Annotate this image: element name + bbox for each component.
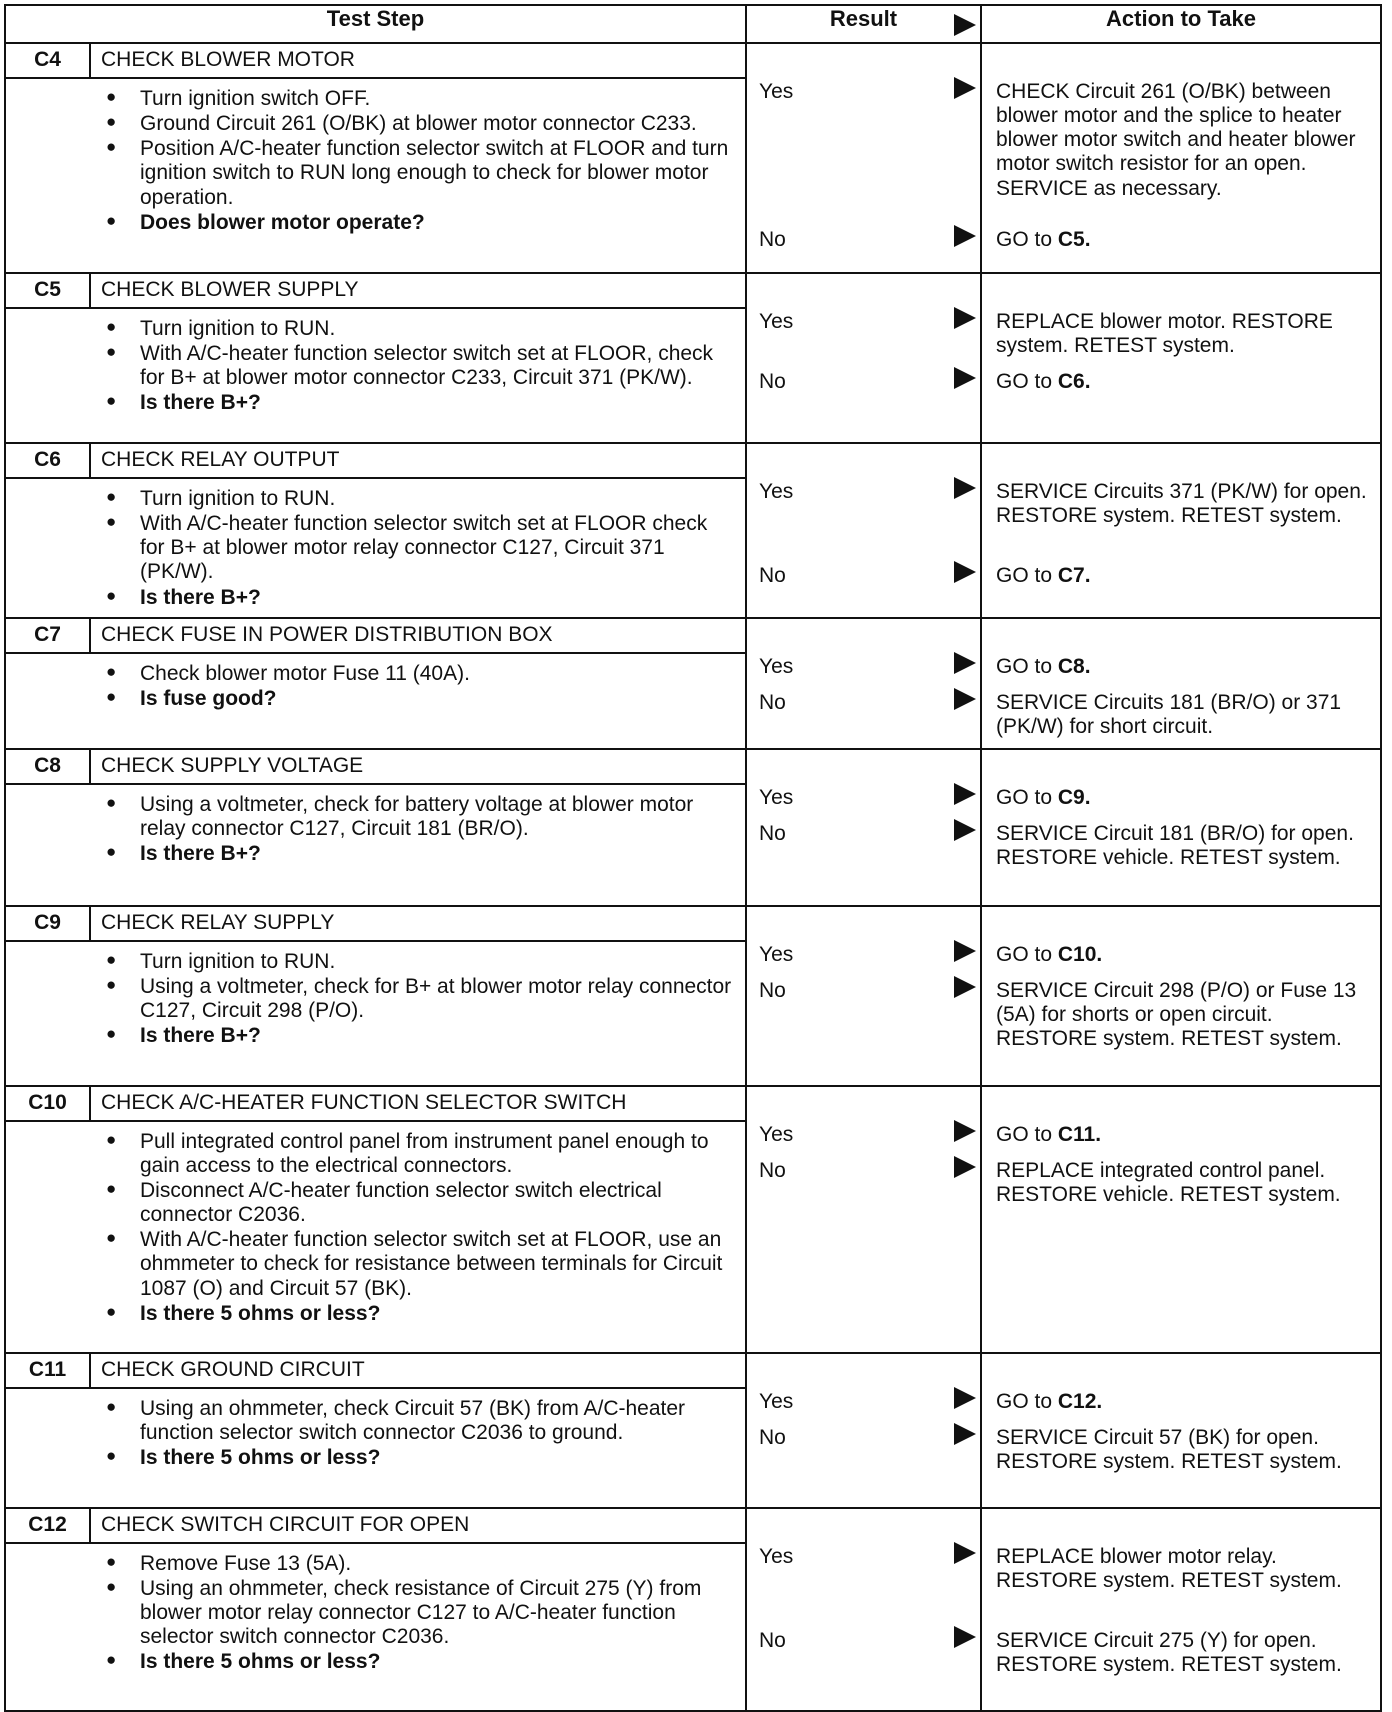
test-step-cell — [5, 1353, 746, 1508]
action-text — [996, 564, 1374, 588]
action-text — [996, 1426, 1374, 1474]
action-instruction: SERVICE Circuits 181 (BR/O) or 371 (PK/W) for short circuit. — [996, 690, 1342, 738]
step-instructions — [6, 479, 745, 617]
step-header — [6, 1509, 745, 1544]
step-instructions — [6, 942, 745, 1056]
action-text — [996, 1159, 1374, 1207]
step-instruction: ● Turn ignition to RUN. — [6, 950, 735, 974]
header-result-label: Result — [829, 6, 898, 31]
action-text — [996, 979, 1374, 1051]
arrow-right-icon — [954, 77, 976, 99]
arrow-right-icon — [954, 1626, 976, 1648]
arrow-right-icon — [954, 307, 976, 329]
action-text — [996, 786, 1374, 810]
step-id: C4 — [6, 44, 91, 77]
step-id: C10 — [6, 1087, 91, 1120]
step-question: ● Does blower motor operate? — [6, 211, 735, 235]
arrow-right-icon — [954, 477, 976, 499]
step-instruction: ● With A/C-heater function selector switch set at FLOOR, use an ohmmeter to check for resistance between terminals for Circuit 1087 (O) and Circuit 57 (BK). — [6, 1228, 735, 1300]
result-yes: Yes — [759, 480, 794, 503]
action-instruction: GO to — [996, 564, 1058, 587]
action-instruction: GO to — [996, 370, 1058, 393]
step-instruction: ● Disconnect A/C-heater function selector switch electrical connector C2036. — [6, 1179, 735, 1227]
action-cell — [981, 1508, 1381, 1711]
step-id: C6 — [6, 444, 91, 477]
test-step-cell — [5, 749, 746, 906]
action-text — [996, 822, 1374, 870]
action-instruction: SERVICE Circuit 57 (BK) for open. RESTORE system. RETEST system. — [996, 1425, 1342, 1473]
step-question: ● Is there 5 ohms or less? — [6, 1302, 735, 1326]
result-no: No — [759, 1158, 786, 1182]
result-no: No — [759, 1425, 786, 1449]
table-row — [5, 618, 1381, 749]
action-cell — [981, 43, 1381, 273]
action-text — [996, 480, 1374, 528]
step-instructions — [6, 1389, 745, 1477]
step-instruction: ● Using an ohmmeter, check resistance of Circuit 275 (Y) from blower motor relay connector C127 to A/C-heater function selector switch connector C2036. — [6, 1577, 735, 1649]
header-test-step: Test Step — [5, 5, 746, 43]
step-question: ● Is there 5 ohms or less? — [6, 1650, 735, 1674]
result-cell — [746, 618, 981, 749]
step-header — [6, 619, 745, 654]
test-step-cell — [5, 906, 746, 1086]
step-question: ● Is fuse good? — [6, 687, 735, 711]
action-step-ref: C6. — [1057, 370, 1091, 393]
table-row — [5, 1086, 1381, 1353]
step-instruction: ● Using an ohmmeter, check Circuit 57 (BK) from A/C-heater function selector switch connector C2036 to ground. — [6, 1397, 735, 1445]
result-cell — [746, 906, 981, 1086]
result-no: No — [759, 564, 786, 587]
action-text — [996, 310, 1374, 358]
arrow-right-icon — [954, 1542, 976, 1564]
action-text — [996, 1629, 1374, 1677]
action-instruction: GO to — [996, 785, 1058, 809]
action-instruction: CHECK Circuit 261 (O/BK) between blower motor and the splice to heater blower motor switch and heater blower motor switch resistor for an open. SERVICE as necessary. — [996, 80, 1356, 200]
action-step-ref: C12. — [1057, 1389, 1103, 1413]
action-instruction: GO to — [996, 1122, 1058, 1146]
step-question: ● Is there B+? — [6, 586, 735, 610]
action-cell — [981, 906, 1381, 1086]
result-no: No — [759, 228, 786, 251]
table-row — [5, 1353, 1381, 1508]
action-instruction: GO to — [996, 942, 1058, 966]
test-step-cell — [5, 618, 746, 749]
arrow-right-icon — [954, 783, 976, 805]
step-title: CHECK SWITCH CIRCUIT FOR OPEN — [101, 1513, 470, 1537]
action-instruction: SERVICE Circuit 181 (BR/O) for open. RESTORE vehicle. RETEST system. — [996, 821, 1354, 869]
test-step-cell — [5, 43, 746, 273]
action-step-ref: C10. — [1057, 942, 1103, 966]
action-instruction: REPLACE integrated control panel. RESTORE vehicle. RETEST system. — [996, 1158, 1341, 1206]
table-row — [5, 443, 1381, 618]
step-instruction: ● Using a voltmeter, check for battery voltage at blower motor relay connector C127, Circuit 181 (BR/O). — [6, 793, 735, 841]
result-yes: Yes — [759, 1389, 794, 1413]
arrow-right-icon — [954, 1387, 976, 1409]
table-row — [5, 43, 1381, 273]
step-instructions — [6, 79, 745, 242]
step-title: CHECK RELAY SUPPLY — [101, 911, 335, 935]
arrow-right-icon — [954, 940, 976, 962]
step-id: C9 — [6, 907, 91, 940]
step-title: CHECK FUSE IN POWER DISTRIBUTION BOX — [101, 623, 553, 647]
step-question: ● Is there B+? — [6, 1024, 735, 1048]
diagnostic-table — [4, 4, 1382, 1712]
action-step-ref: C8. — [1057, 654, 1091, 678]
step-id: C7 — [6, 619, 91, 652]
arrow-right-icon — [954, 367, 976, 389]
step-id: C8 — [6, 750, 91, 783]
step-title: CHECK RELAY OUTPUT — [101, 448, 340, 472]
arrow-right-icon — [954, 819, 976, 841]
step-header — [6, 274, 745, 309]
step-header — [6, 1087, 745, 1122]
result-cell — [746, 1353, 981, 1508]
table-row — [5, 1508, 1381, 1711]
action-text — [996, 228, 1374, 252]
result-no: No — [759, 690, 786, 714]
arrow-right-icon — [954, 1156, 976, 1178]
arrow-right-icon — [954, 225, 976, 247]
result-no: No — [759, 978, 786, 1002]
action-text — [996, 370, 1374, 394]
result-yes: Yes — [759, 785, 794, 809]
action-cell — [981, 618, 1381, 749]
step-instruction: ● With A/C-heater function selector switch set at FLOOR check for B+ at blower motor relay connector C127, Circuit 371 (PK/W). — [6, 512, 735, 584]
step-instruction: ● Turn ignition to RUN. — [6, 487, 735, 511]
step-instructions — [6, 1122, 745, 1333]
action-instruction: GO to — [996, 1389, 1058, 1413]
result-yes: Yes — [759, 1122, 794, 1146]
action-step-ref: C9. — [1057, 785, 1091, 809]
action-instruction: SERVICE Circuit 275 (Y) for open. RESTORE system. RETEST system. — [996, 1628, 1342, 1676]
step-title: CHECK A/C-HEATER FUNCTION SELECTOR SWITCH — [101, 1091, 627, 1115]
step-title: CHECK BLOWER MOTOR — [101, 48, 355, 72]
step-header — [6, 1354, 745, 1389]
test-step-cell — [5, 1508, 746, 1711]
header-result — [746, 5, 981, 43]
action-instruction: GO to — [996, 228, 1058, 251]
action-cell — [981, 1353, 1381, 1508]
arrow-right-icon — [954, 688, 976, 710]
action-text — [996, 1390, 1374, 1414]
action-instruction: REPLACE blower motor. RESTORE system. RETEST system. — [996, 310, 1333, 358]
table-row — [5, 906, 1381, 1086]
step-id: C12 — [6, 1509, 91, 1542]
action-instruction: REPLACE blower motor relay. RESTORE system. RETEST system. — [996, 1544, 1342, 1592]
result-no: No — [759, 370, 786, 393]
arrow-right-icon — [954, 14, 976, 36]
action-step-ref: C5. — [1057, 228, 1091, 251]
table-body — [5, 43, 1381, 1711]
action-step-ref: C7. — [1057, 564, 1091, 587]
step-id: C5 — [6, 274, 91, 307]
arrow-right-icon — [954, 1120, 976, 1142]
result-yes: Yes — [759, 1544, 794, 1568]
step-title: CHECK GROUND CIRCUIT — [101, 1358, 365, 1382]
action-instruction: SERVICE Circuit 298 (P/O) or Fuse 13 (5A) for shorts or open circuit. RESTORE system. RETEST system. — [996, 978, 1357, 1050]
step-header — [6, 750, 745, 785]
step-header — [6, 44, 745, 79]
action-text — [996, 691, 1374, 739]
step-instruction: ● Ground Circuit 261 (O/BK) at blower motor connector C233. — [6, 112, 735, 136]
action-text — [996, 1123, 1374, 1147]
step-instruction: ● Turn ignition to RUN. — [6, 317, 735, 341]
action-text — [996, 1545, 1374, 1593]
step-instruction: ● Remove Fuse 13 (5A). — [6, 1552, 735, 1576]
header-action: Action to Take — [981, 5, 1381, 43]
result-cell — [746, 43, 981, 273]
step-header — [6, 444, 745, 479]
step-instruction: ● Position A/C-heater function selector switch at FLOOR and turn ignition switch to RUN long enough to check for blower motor operation. — [6, 137, 735, 209]
test-step-cell — [5, 273, 746, 443]
action-cell — [981, 749, 1381, 906]
result-yes: Yes — [759, 654, 794, 678]
arrow-right-icon — [954, 1423, 976, 1445]
step-instruction: ● With A/C-heater function selector switch set at FLOOR, check for B+ at blower motor connector C233, Circuit 371 (PK/W). — [6, 342, 735, 390]
result-cell — [746, 1508, 981, 1711]
action-cell — [981, 1086, 1381, 1353]
action-text — [996, 943, 1374, 967]
test-step-cell — [5, 1086, 746, 1353]
action-step-ref: C11. — [1057, 1122, 1102, 1146]
result-yes: Yes — [759, 80, 794, 103]
action-instruction: GO to — [996, 654, 1058, 678]
step-instruction: ● Pull integrated control panel from instrument panel enough to gain access to the electrical connectors. — [6, 1130, 735, 1178]
step-title: CHECK SUPPLY VOLTAGE — [101, 754, 364, 778]
step-instructions — [6, 785, 745, 873]
result-cell — [746, 749, 981, 906]
table-row — [5, 273, 1381, 443]
step-instructions — [6, 309, 745, 423]
test-step-cell — [5, 443, 746, 618]
arrow-right-icon — [954, 561, 976, 583]
table-header-row — [5, 5, 1381, 43]
step-question: ● Is there 5 ohms or less? — [6, 1446, 735, 1470]
result-cell — [746, 1086, 981, 1353]
result-no: No — [759, 821, 786, 845]
step-header — [6, 907, 745, 942]
step-instruction: ● Using a voltmeter, check for B+ at blower motor relay connector C127, Circuit 298 (P/O). — [6, 975, 735, 1023]
step-instructions — [6, 654, 745, 718]
result-yes: Yes — [759, 310, 794, 333]
step-id: C11 — [6, 1354, 91, 1387]
action-instruction: SERVICE Circuits 371 (PK/W) for open. RESTORE system. RETEST system. — [996, 480, 1367, 528]
step-question: ● Is there B+? — [6, 842, 735, 866]
step-instruction: ● Turn ignition switch OFF. — [6, 87, 735, 111]
action-text — [996, 80, 1374, 201]
result-yes: Yes — [759, 942, 794, 966]
result-cell — [746, 443, 981, 618]
action-cell — [981, 273, 1381, 443]
step-instructions — [6, 1544, 745, 1682]
step-title: CHECK BLOWER SUPPLY — [101, 278, 359, 302]
result-cell — [746, 273, 981, 443]
result-no: No — [759, 1628, 786, 1652]
arrow-right-icon — [954, 652, 976, 674]
action-cell — [981, 443, 1381, 618]
step-question: ● Is there B+? — [6, 391, 735, 415]
arrow-right-icon — [954, 976, 976, 998]
step-instruction: ● Check blower motor Fuse 11 (40A). — [6, 662, 735, 686]
table-row — [5, 749, 1381, 906]
action-text — [996, 655, 1374, 679]
